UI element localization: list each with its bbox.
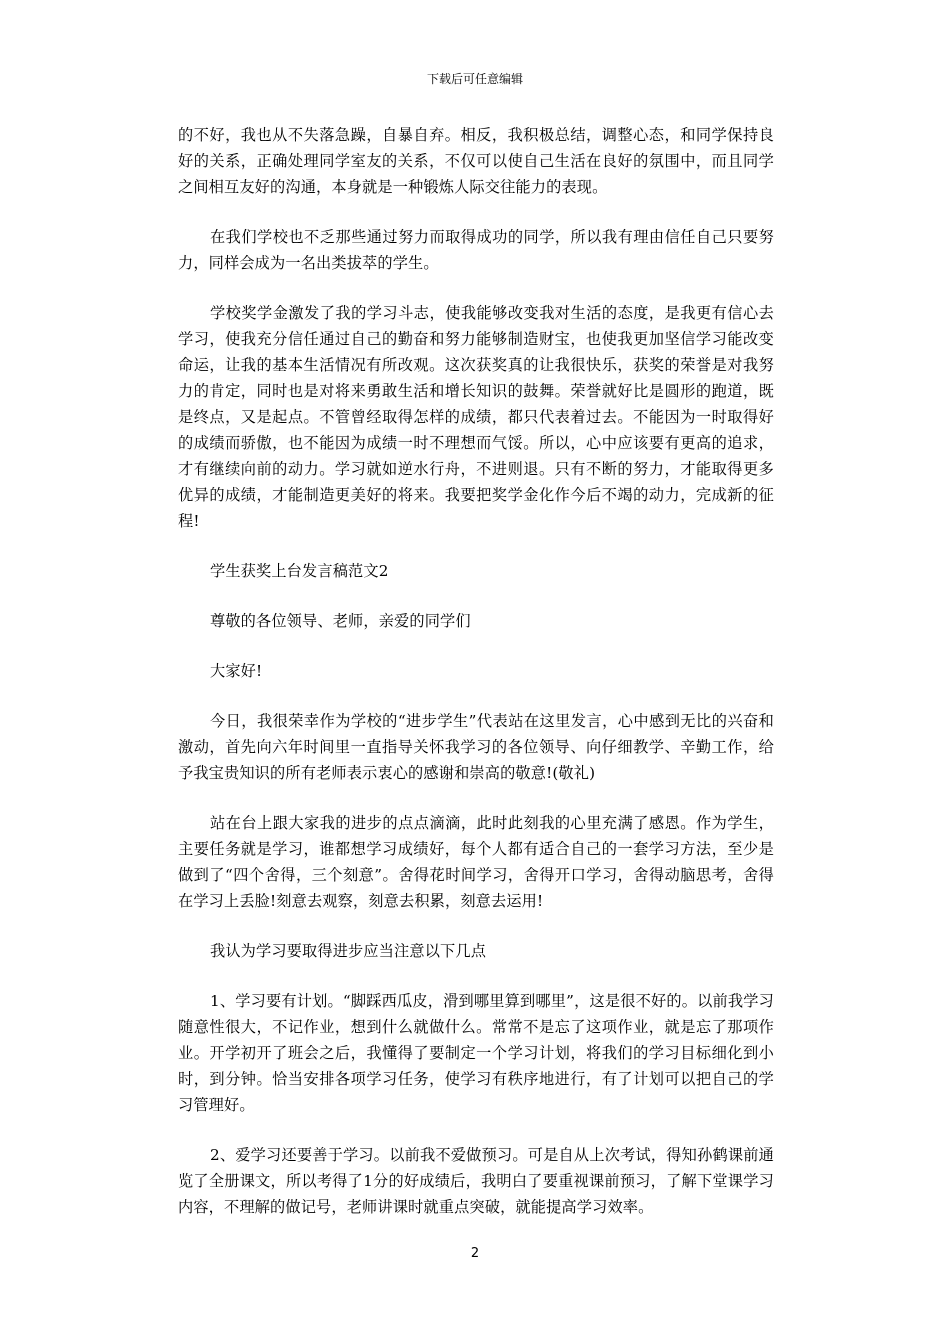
paragraph-7: 今日，我很荣幸作为学校的“进步学生”代表站在这里发言，心中感到无比的兴奋和激动，首先向六年时间里一直指导关怀我学习的各位领导、向仔细教学、辛勤工作，给予我宝贵知识的所有老师表示衷心的感谢和崇高的敬意!(敬礼)	[178, 712, 774, 782]
paragraph-8: 站在台上跟大家我的进步的点点滴滴，此时此刻我的心里充满了感恩。作为学生，主要任务就是学习，谁都想学习成绩好，每个人都有适合自己的一套学习方法，至少是做到了“四个舍得，三个刻意”。舍得花时间学习，舍得开口学习，舍得动脑思考，舍得在学习上丢脸!刻意去观察，刻意去积累，刻意去运用!	[178, 814, 774, 910]
paragraph-10: 1、学习要有计划。“脚踩西瓜皮，滑到哪里算到哪里”，这是很不好的。以前我学习随意性很大，不记作业，想到什么就做什么。常常不是忘了这项作业，就是忘了那项作业。开学初开了班会之后，我懂得了要制定一个学习计划，将我们的学习目标细化到小时，到分钟。恰当安排各项学习任务，使学习有秩序地进行，有了计划可以把自己的学习管理好。	[178, 992, 774, 1114]
page-header: 下载后可任意编辑	[426, 72, 523, 86]
paragraph-1: 的不好，我也从不失落急躁，自暴自弃。相反，我积极总结，调整心态，和同学保持良好的关系，正确处理同学室友的关系，不仅可以使自己生活在良好的氛围中，而且同学之间相互友好的沟通，本身就是一种锻炼人际交往能力的表现。	[178, 126, 774, 196]
paragraph-9: 我认为学习要取得进步应当注意以下几点	[210, 942, 487, 960]
document-body	[178, 122, 774, 1244]
section-title: 学生获奖上台发言稿范文2	[210, 562, 389, 580]
paragraph-11: 2、爱学习还要善于学习。以前我不爱做预习。可是自从上次考试，得知孙鹤课前通览了全册课文，所以考得了1分的好成绩后，我明白了要重视课前预习，了解下堂课学习内容，不理解的做记号，老师讲课时就重点突破，就能提高学习效率。	[178, 1146, 774, 1216]
page-number: 2	[470, 1246, 480, 1261]
greeting: 大家好!	[210, 662, 263, 680]
paragraph-2: 在我们学校也不乏那些通过努力而取得成功的同学，所以我有理由信任自己只要努力，同样会成为一名出类拔萃的学生。	[178, 228, 774, 272]
paragraph-3: 学校奖学金激发了我的学习斗志，使我能够改变我对生活的态度，是我更有信心去学习，使我充分信任通过自己的勤奋和努力能够制造财宝，也使我更加坚信学习能改变命运，让我的基本生活情况有所改观。这次获奖真的让我很快乐，获奖的荣誉是对我努力的肯定，同时也是对将来勇敢生活和增长知识的鼓舞。荣誉就好比是圆形的跑道，既是终点，又是起点。不管曾经取得怎样的成绩，都只代表着过去。不能因为一时取得好的成绩而骄傲，也不能因为成绩一时不理想而气馁。所以，心中应该要有更高的追求，才有继续向前的动力。学习就如逆水行舟，不进则退。只有不断的努力，才能取得更多优异的成绩，才能制造更美好的将来。我要把奖学金化作今后不竭的动力，完成新的征程!	[178, 304, 774, 530]
salutation: 尊敬的各位领导、老师，亲爱的同学们	[210, 612, 471, 630]
